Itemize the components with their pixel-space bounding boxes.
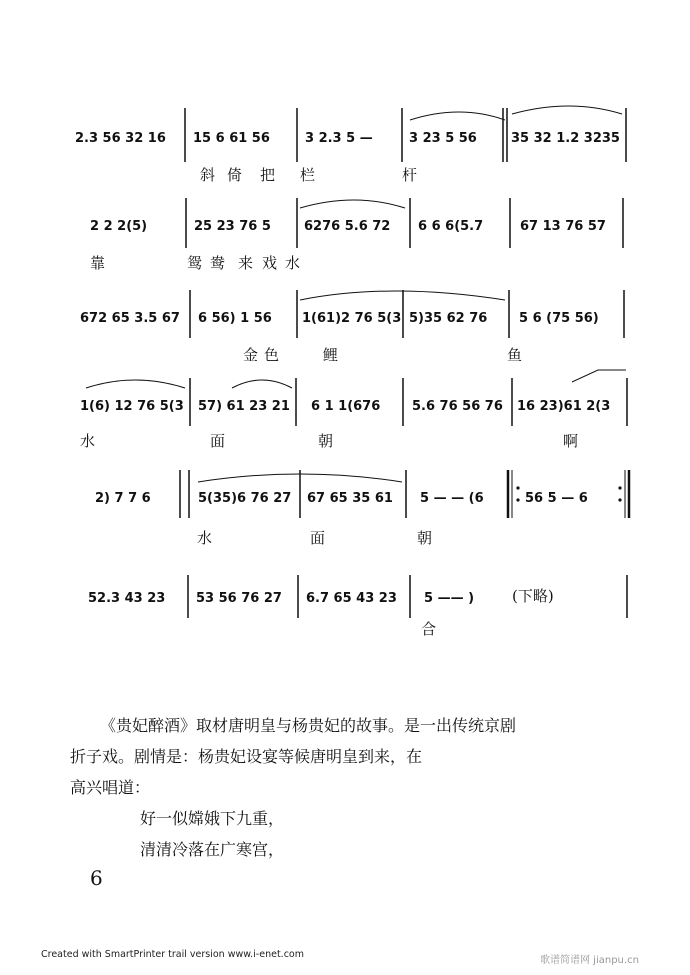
s3-bar-3: 1(61)2 76 5(3: [302, 311, 402, 326]
s4-bar-2: 57) 61 23 21: [198, 399, 290, 414]
s1-bar-1: 2.3 56 32 16: [75, 131, 166, 146]
prose-line-3: 高兴唱道：: [70, 778, 151, 797]
s6-annotation: (下略): [512, 587, 554, 605]
system-1: [75, 106, 626, 184]
s3-lyric-2: 色: [264, 346, 280, 364]
prose-text: [70, 710, 670, 865]
s4-lyric-2: 面: [210, 432, 226, 450]
s2-lyric-1: 靠: [90, 254, 106, 272]
system-4: [80, 370, 627, 450]
prose-line-2: 折子戏。剧情是：杨贵妃设宴等候唐明皇到来，在: [70, 747, 423, 766]
s2-bar-1: 2 2 2(5): [90, 219, 148, 234]
s6-bar-3: 6.7 65 43 23: [306, 591, 397, 606]
s3-bar-1: 672 65 3.5 67: [80, 311, 180, 326]
s4-bar-4: 5.6 76 56 76: [412, 399, 503, 414]
s2-lyric-6: 水: [285, 254, 301, 272]
s2-bar-3: 6276 5.6 72: [304, 219, 391, 234]
s3-lyric-3: 鲤: [323, 346, 339, 364]
s5-bar-2: 5(35)6 76 27: [198, 491, 292, 506]
system-5: [95, 470, 629, 547]
s4-lyric-4: 啊: [563, 432, 579, 450]
s2-lyric-2: 鸳: [187, 254, 203, 272]
s4-lyric-3: 朝: [318, 432, 334, 450]
s5-bar-4: 5 — — (6: [420, 491, 484, 506]
s1-lyric-1: 斜: [200, 166, 216, 184]
s6-bar-4: 5 —— ): [424, 591, 475, 606]
s2-bar-4: 6 6 6(5.7: [418, 219, 484, 234]
s3-bar-5: 5 6 (75 56): [519, 311, 599, 326]
s4-bar-3: 6 1 1(676: [311, 399, 381, 414]
system-6: [88, 575, 627, 638]
prose-line-5: 清清冷落在广寒宫，: [140, 840, 285, 859]
system-3: [80, 290, 624, 364]
footer-credit: Created with SmartPrinter trail version www.i-enet.com: [41, 949, 304, 960]
s2-lyric-5: 戏: [262, 254, 278, 272]
s3-lyric-1: 金: [243, 346, 259, 364]
s1-bar-2: 15 6 61 56: [193, 131, 270, 146]
s1-lyric-3: 把: [260, 166, 276, 184]
s1-lyric-4: 栏: [300, 166, 316, 184]
prose-line-4: 好一似嫦娥下九重，: [140, 809, 285, 828]
s5-lyric-2: 面: [310, 529, 326, 547]
s2-lyric-3: 鸯: [210, 254, 226, 272]
s5-bar-5: 56 5 — 6: [525, 491, 588, 506]
s5-bar-1: 2) 7 7 6: [95, 491, 151, 506]
s5-lyric-1: 水: [197, 529, 213, 547]
system-2: [90, 198, 623, 272]
s4-bar-5: 16 23)61 2(3: [517, 399, 611, 414]
s5-bar-3: 67 65 35 61: [307, 491, 393, 506]
s6-bar-1: 52.3 43 23: [88, 591, 166, 606]
prose-line-1: 《贵妃醉酒》取材唐明皇与杨贵妃的故事。是一出传统京剧: [100, 716, 517, 735]
s1-lyric-2: 倚: [227, 166, 243, 184]
s6-lyric-1: 合: [421, 620, 437, 638]
s1-lyric-5: 杆: [402, 166, 418, 184]
s1-bar-3: 3 2.3 5 —: [305, 131, 373, 146]
s1-bar-4: 3 23 5 56: [409, 131, 477, 146]
s6-bar-2: 53 56 76 27: [196, 591, 282, 606]
s4-bar-1: 1(6) 12 76 5(3: [80, 399, 184, 414]
s4-lyric-1: 水: [80, 432, 96, 450]
s5-lyric-3: 朝: [417, 529, 433, 547]
page-number: 6: [90, 866, 103, 890]
s3-bar-4: 5)35 62 76: [409, 311, 488, 326]
s2-bar-2: 25 23 76 5: [194, 219, 271, 234]
s1-bar-5: 35 32 1.2 3235: [511, 131, 620, 146]
s2-lyric-4: 来: [238, 254, 254, 272]
s3-bar-2: 6 56) 1 56: [198, 311, 272, 326]
footer-watermark: 歌谱简谱网 jianpu.cn: [540, 955, 639, 966]
s2-bar-5: 67 13 76 57: [520, 219, 606, 234]
s3-lyric-4: 鱼: [507, 346, 523, 364]
